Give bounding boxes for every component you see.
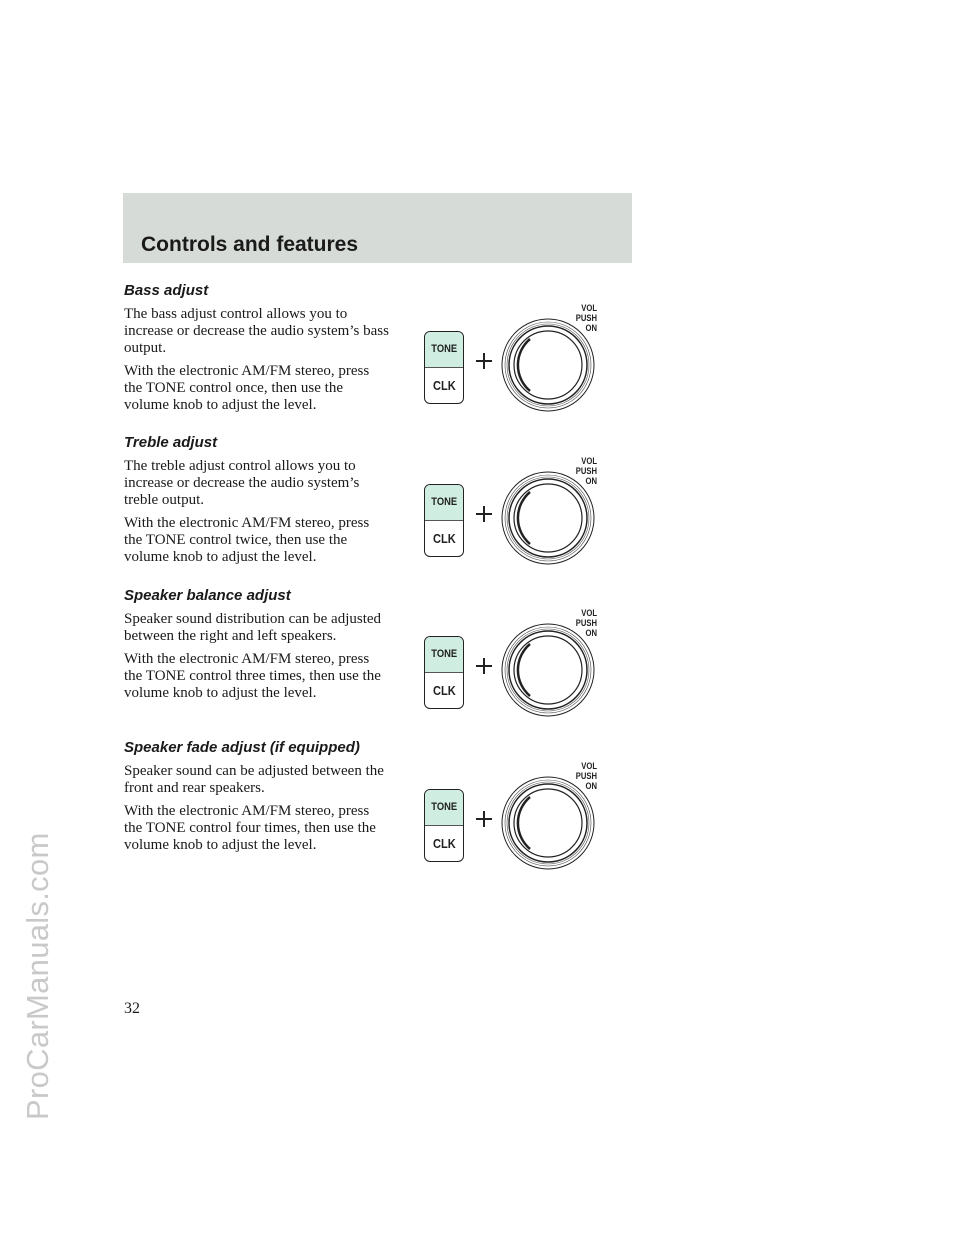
tone-label: TONE (431, 801, 457, 814)
section-paragraph: The treble adjust control allows you to increase or decrease the audio system’s treble output. (124, 458, 360, 508)
section-paragraph: Speaker sound distribution can be adjusted between the right and left speakers. (124, 611, 382, 644)
tone-label: TONE (431, 648, 457, 661)
section-paragraph: With the electronic AM/FM stereo, press the TONE control four times, then use the volume knob to adjust the level. (124, 803, 376, 853)
tone-clk-button (424, 636, 464, 709)
plus-icon (476, 353, 492, 369)
vol-push-on-label: VOL PUSH ON (575, 303, 597, 333)
radio-control-illustration (420, 761, 600, 901)
watermark-text: ProCarManuals.com (20, 832, 55, 1120)
page-title: Controls and features (141, 233, 359, 256)
radio-control-illustration (420, 608, 600, 748)
clk-label: CLK (432, 377, 456, 393)
radio-control-illustration (420, 456, 600, 596)
vol-push-on-label: VOL PUSH ON (575, 456, 597, 486)
plus-icon (476, 658, 492, 674)
volume-knob (500, 303, 597, 413)
section-header-bar (123, 193, 632, 263)
section-paragraph: The bass adjust control allows you to increase or decrease the audio system’s bass output. (124, 306, 389, 356)
section-heading: Treble adjust (124, 434, 218, 451)
plus-icon (476, 506, 492, 522)
tone-clk-button (424, 484, 464, 557)
section-paragraph: With the electronic AM/FM stereo, press the TONE control once, then use the volume knob to adjust the level. (124, 363, 370, 413)
section-heading: Speaker fade adjust (if equipped) (124, 739, 360, 756)
vol-push-on-label: VOL PUSH ON (575, 761, 597, 791)
radio-control-illustration (420, 303, 600, 443)
tone-label: TONE (431, 496, 457, 509)
tone-clk-button (424, 789, 464, 862)
section-heading: Bass adjust (124, 282, 209, 299)
section-heading: Speaker balance adjust (124, 587, 291, 604)
clk-label: CLK (432, 835, 456, 851)
section-treble-adjust (124, 434, 389, 572)
section-paragraph: Speaker sound can be adjusted between the front and rear speakers. (124, 763, 384, 796)
clk-label: CLK (432, 682, 456, 698)
plus-icon (476, 811, 492, 827)
section-paragraph: With the electronic AM/FM stereo, press the TONE control three times, then use the volume knob to adjust the level. (124, 651, 381, 701)
volume-knob (500, 608, 597, 718)
vol-push-on-label: VOL PUSH ON (575, 608, 597, 638)
clk-label: CLK (432, 530, 456, 546)
section-paragraph: With the electronic AM/FM stereo, press the TONE control twice, then use the volume knob to adjust the level. (124, 515, 370, 565)
volume-knob (500, 456, 597, 566)
tone-clk-button (424, 331, 464, 404)
page-number: 32 (124, 1000, 140, 1017)
section-speaker-fade-adjust (124, 739, 389, 860)
tone-label: TONE (431, 343, 457, 356)
section-speaker-balance-adjust (124, 587, 389, 708)
section-bass-adjust (124, 282, 389, 420)
volume-knob (500, 761, 597, 871)
